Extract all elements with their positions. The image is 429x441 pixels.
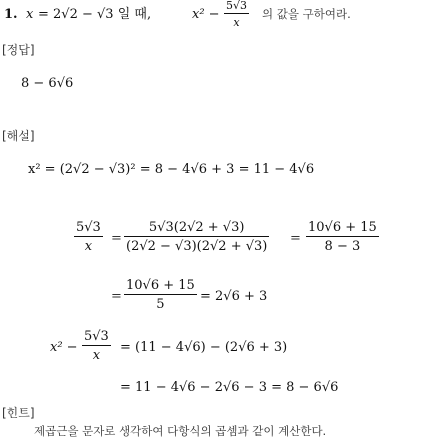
step2-middle-denominator: (2√2 − √3)(2√2 + √3) bbox=[124, 236, 269, 253]
problem-number: 1. bbox=[4, 7, 18, 22]
equals-sign: = bbox=[290, 231, 301, 246]
problem-fraction-denominator: x bbox=[224, 13, 249, 28]
problem-expression-prefix: x² − bbox=[192, 7, 220, 22]
step4-fraction bbox=[82, 330, 111, 362]
step4-denominator: x bbox=[82, 345, 111, 362]
step2-middle-numerator: 5√3(2√2 + √3) bbox=[148, 220, 245, 235]
step3-denominator: 5 bbox=[124, 294, 197, 311]
step2-lhs-denominator: x bbox=[74, 236, 103, 253]
step3-result: = 2√6 + 3 bbox=[200, 289, 268, 304]
solution-line-1: x² = (2√2 − √3)² = 8 − 4√6 + 3 = 11 − 4√6 bbox=[28, 162, 315, 177]
step2-lhs-numerator: 5√3 bbox=[76, 220, 101, 235]
step2-lhs-fraction bbox=[74, 221, 103, 253]
problem-condition: = 2√2 − √3 일 때, bbox=[38, 7, 152, 22]
problem-variable: x bbox=[26, 7, 34, 22]
step5-result: = 11 − 4√6 − 2√6 − 3 = 8 − 6√6 bbox=[120, 380, 339, 395]
problem-fraction-numerator: 5√3 bbox=[226, 0, 248, 12]
hint-heading: [힌트] bbox=[2, 406, 35, 420]
answer-heading: [정답] bbox=[2, 43, 35, 57]
step2-rhs-denominator: 8 − 3 bbox=[306, 236, 379, 253]
step4-numerator: 5√3 bbox=[84, 329, 109, 344]
step3-numerator: 10√6 + 15 bbox=[126, 278, 195, 293]
answer-value: 8 − 6√6 bbox=[21, 76, 74, 91]
step4-prefix: x² − bbox=[50, 340, 78, 355]
problem-fraction bbox=[224, 0, 249, 28]
solution-heading: [해설] bbox=[2, 129, 35, 143]
step2-rhs-numerator: 10√6 + 15 bbox=[308, 220, 377, 235]
equals-sign: = bbox=[111, 231, 122, 246]
problem-instruction: 의 값을 구하여라. bbox=[262, 7, 351, 21]
hint-text: 제곱근을 문자로 생각하여 다항식의 곱셈과 같이 계산한다. bbox=[34, 424, 327, 438]
equals-sign: = bbox=[111, 289, 122, 304]
step2-middle-fraction bbox=[124, 221, 269, 253]
step2-rhs-fraction bbox=[306, 221, 379, 253]
step4-result: = (11 − 4√6) − (2√6 + 3) bbox=[120, 340, 288, 355]
step3-fraction bbox=[124, 279, 197, 311]
